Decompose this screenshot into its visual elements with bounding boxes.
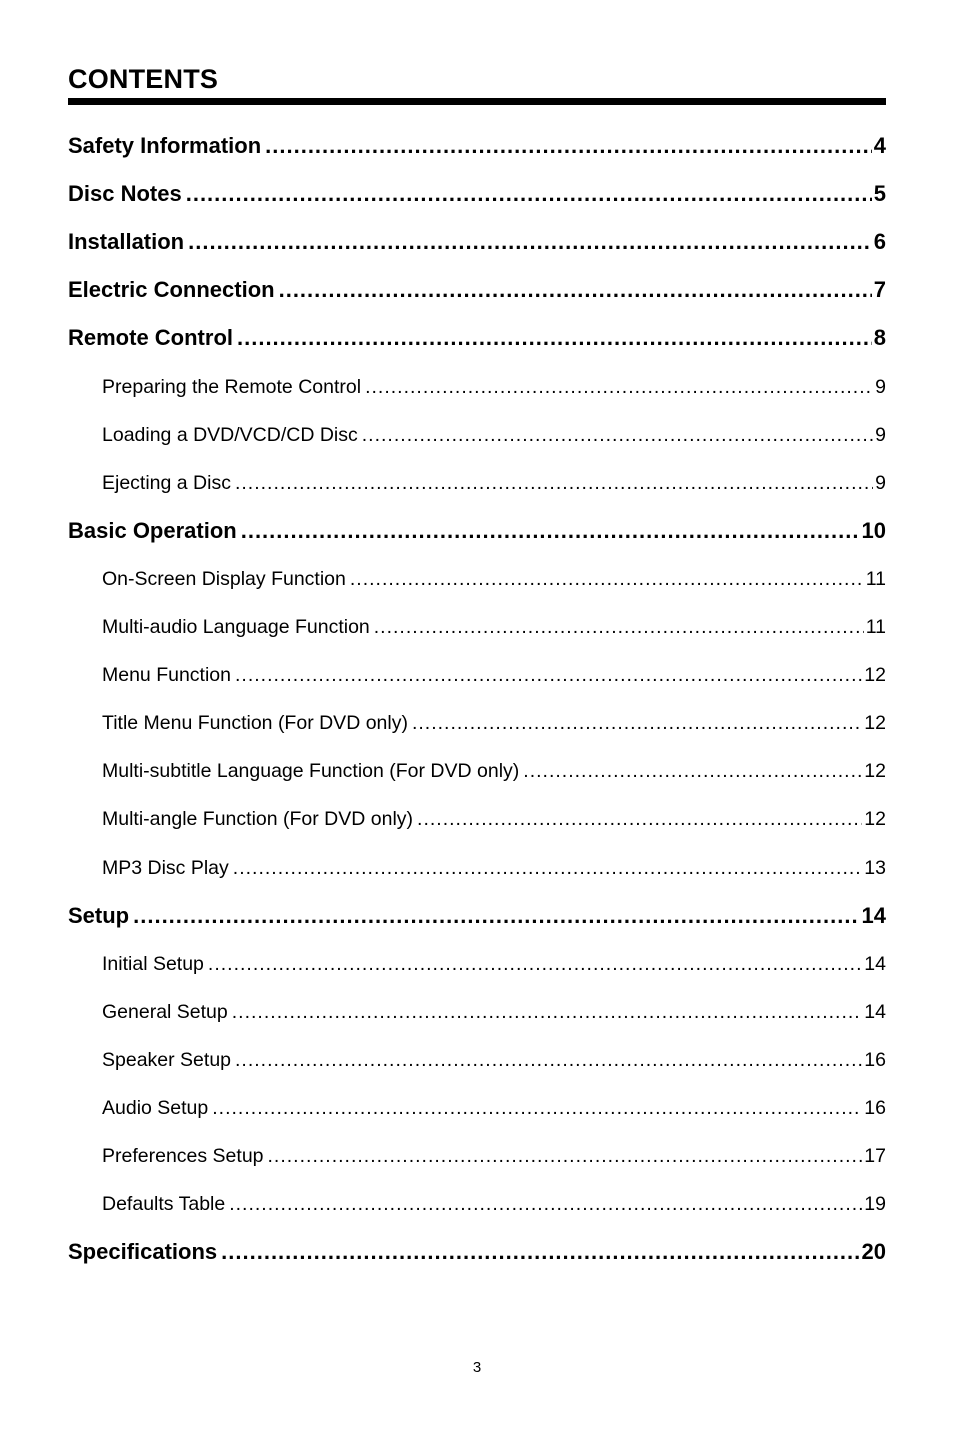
dot-leader [279,275,872,305]
toc-entry-page: 9 [875,423,886,446]
toc-entry-page: 16 [864,1097,886,1119]
dot-leader [212,1094,862,1122]
page-number: 3 [472,1359,482,1376]
toc-entry-label: Specifications [68,1239,218,1265]
toc-section-entry[interactable] [68,323,886,353]
toc-entry-page: 5 [873,181,886,207]
toc-subsection-entry[interactable] [102,854,886,882]
toc-entry-label: Disc Notes [68,181,182,207]
toc-entry-label: Preferences Setup [102,1145,264,1168]
toc-entry-page: 12 [864,664,886,687]
toc-entry-label: Multi-subtitle Language Function (For DVD only) [102,760,520,783]
toc-subsection-entry[interactable] [102,998,886,1026]
toc-entry-label: Menu Function [102,664,231,687]
toc-entry-label: On-Screen Display Function [102,567,346,590]
toc-entry-label: Ejecting a Disc [102,471,231,494]
dot-leader [523,757,862,785]
toc-subsection-entry[interactable] [102,421,886,449]
toc-entry-page: 12 [864,760,886,783]
dot-leader [133,901,859,931]
page-title: CONTENTS [68,64,219,94]
toc-entry-label: Initial Setup [102,952,204,975]
toc-entry-label: Safety Information [68,133,262,158]
toc-section-entry[interactable] [68,227,886,257]
dot-leader [208,950,862,978]
toc-entry-page: 14 [864,1000,886,1023]
toc-subsection-entry[interactable] [102,613,886,641]
toc-entry-label: Defaults Table [102,1193,226,1216]
toc-entry-page: 11 [865,567,886,590]
dot-leader [237,323,872,353]
dot-leader [186,179,872,209]
toc-entry-page: 19 [864,1193,886,1216]
dot-leader [232,998,863,1026]
toc-section-entry[interactable] [68,1237,886,1267]
toc-entry-page: 9 [875,375,886,398]
toc-entry-label: General Setup [102,1000,228,1023]
dot-leader [235,1046,862,1074]
toc-entry-label: Loading a DVD/VCD/CD Disc [102,423,358,446]
dot-leader [241,516,860,546]
toc-entry-page: 12 [864,808,886,831]
toc-entry-label: Basic Operation [68,517,237,543]
toc-subsection-entry[interactable] [102,565,886,593]
toc-entry-label: Audio Setup [102,1097,209,1119]
toc-subsection-entry[interactable] [102,950,886,978]
dot-leader [229,1190,862,1218]
toc-section-entry[interactable] [68,901,886,931]
toc-subsection-entry[interactable] [102,709,886,737]
toc-subsection-entry[interactable] [102,661,886,689]
toc-entry-label: MP3 Disc Play [102,856,229,879]
dot-leader [233,854,863,882]
toc-section-entry[interactable] [68,275,886,305]
toc-entry-page: 14 [861,902,886,928]
toc-subsection-entry[interactable] [102,469,886,497]
toc-section-entry[interactable] [68,131,886,161]
toc-subsection-entry[interactable] [102,757,886,785]
toc-entry-page: 20 [861,1239,886,1265]
dot-leader [362,421,873,449]
toc-subsection-entry[interactable] [102,1142,886,1170]
dot-leader [221,1237,859,1267]
toc-entry-label: Speaker Setup [102,1048,232,1071]
toc-section-entry[interactable] [68,179,886,209]
toc-entry-label: Electric Connection [68,277,275,303]
toc-entry-page: 8 [873,325,886,351]
toc-entry-page: 4 [873,133,886,158]
toc-entry-label: Title Menu Function (For DVD only) [102,712,408,735]
toc-entry-page: 12 [864,712,886,735]
toc-entry-page: 13 [864,856,886,879]
dot-leader [268,1142,863,1170]
dot-leader [235,661,862,689]
toc-entry-page: 7 [873,277,886,303]
toc-subsection-entry[interactable] [102,1190,886,1218]
title-divider [68,98,886,105]
toc-entry-page: 6 [873,229,886,255]
toc-entry-label: Multi-audio Language Function [102,616,370,638]
dot-leader [265,131,872,161]
dot-leader [188,227,872,257]
toc-entry-label: Multi-angle Function (For DVD only) [102,808,414,831]
dot-leader [374,613,864,641]
dot-leader [235,469,873,497]
toc-entry-page: 11 [865,616,886,638]
toc-entry-page: 14 [864,952,886,975]
toc-entry-label: Remote Control [68,325,233,351]
dot-leader [350,565,864,593]
toc-subsection-entry[interactable] [102,373,886,401]
dot-leader [412,709,862,737]
toc-entry-page: 16 [864,1048,886,1071]
dot-leader [365,373,873,401]
toc-entry-label: Setup [68,902,130,928]
toc-entry-page: 17 [864,1145,886,1168]
dot-leader [417,805,862,833]
toc-section-entry[interactable] [68,516,886,546]
toc-subsection-entry[interactable] [102,1046,886,1074]
toc-entry-page: 9 [875,471,886,494]
toc-entry-page: 10 [861,517,886,543]
toc-subsection-entry[interactable] [102,1094,886,1122]
toc-entry-label: Preparing the Remote Control [102,375,362,398]
toc-subsection-entry[interactable] [102,805,886,833]
toc-entry-label: Installation [68,229,185,255]
